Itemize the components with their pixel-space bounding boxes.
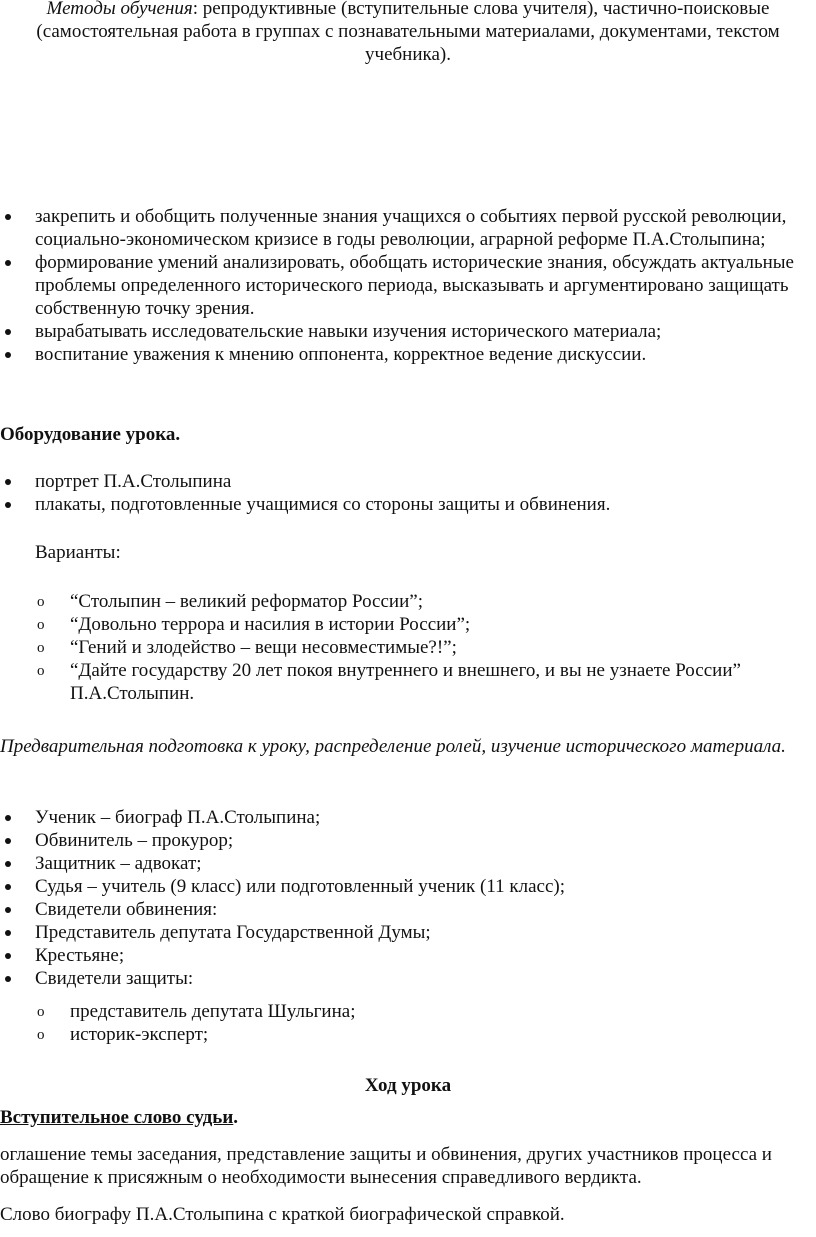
- defense-witness-item: [0, 1023, 816, 1046]
- defense-witness-text: представитель депутата Шульгина;: [70, 1001, 356, 1022]
- role-item: [0, 898, 800, 921]
- bullet-icon: [5, 329, 11, 335]
- goal-item: [0, 251, 800, 320]
- circle-bullet-icon: o: [37, 663, 45, 679]
- methods-text: : репродуктивные (вступительные слова учителя), частично-поисковые (самостоятельная работа в группах с познавательными материалами, документами, текстом учебника).: [36, 0, 780, 65]
- role-text: Защитник – адвокат;: [35, 853, 202, 874]
- role-item: [0, 852, 800, 875]
- equipment-item: [0, 493, 800, 516]
- variant-text: “Столыпин – великий реформатор России”;: [70, 591, 423, 612]
- bullet-icon: [5, 479, 11, 485]
- bullet-icon: [5, 884, 11, 890]
- lesson-heading: Ход урока: [364, 1075, 452, 1096]
- variant-text: “Дайте государству 20 лет покоя внутреннего и внешнего, и вы не узнаете России” П.А.Столыпин.: [70, 660, 741, 704]
- role-item: [0, 875, 800, 898]
- goal-item: [0, 320, 800, 343]
- equipment-heading: Оборудование урока.: [0, 424, 181, 445]
- variant-item: [0, 659, 816, 705]
- variants-list: [0, 590, 816, 705]
- circle-bullet-icon: o: [37, 617, 45, 633]
- role-item: [0, 967, 800, 990]
- circle-bullet-icon: o: [37, 640, 45, 656]
- bullet-icon: [5, 861, 11, 867]
- defense-witness-item: [0, 1000, 816, 1023]
- role-text: Свидетели обвинения:: [35, 899, 218, 920]
- bullet-icon: [5, 502, 11, 508]
- variant-item: [0, 590, 816, 613]
- bullet-icon: [5, 214, 11, 220]
- judge-intro-paragraph: оглашение темы заседания, представление защиты и обвинения, других участников процесса и обращение к присяжным о необходимости вынесения справедливого вердикта.: [0, 1144, 772, 1188]
- methods-label: Методы обучения: [46, 0, 193, 19]
- equipment-item: [0, 470, 800, 493]
- goal-text: формирование умений анализировать, обобщать исторические знания, обсуждать актуальные проблемы определенного исторического периода, высказывать и аргументировано защищать собственную точку зрения.: [35, 252, 794, 319]
- judge-heading-dot: .: [233, 1107, 239, 1128]
- equipment-text: портрет П.А.Столыпина: [35, 471, 232, 492]
- variant-item: [0, 636, 816, 659]
- variant-text: “Довольно террора и насилия в истории России”;: [70, 614, 471, 635]
- role-item: [0, 829, 800, 852]
- equipment-list: [0, 470, 800, 516]
- bullet-icon: [5, 930, 11, 936]
- role-text: Крестьяне;: [35, 945, 125, 966]
- role-text: Обвинитель – прокурор;: [35, 830, 234, 851]
- preparation-paragraph: Предварительная подготовка к уроку, распределение ролей, изучение исторического материала.: [0, 736, 786, 757]
- bullet-icon: [5, 815, 11, 821]
- bullet-icon: [5, 953, 11, 959]
- circle-bullet-icon: o: [37, 1004, 45, 1020]
- circle-bullet-icon: o: [37, 594, 45, 610]
- goals-list: [0, 205, 800, 366]
- role-item: [0, 921, 800, 944]
- bullet-icon: [5, 976, 11, 982]
- role-text: Свидетели защиты:: [35, 968, 194, 989]
- bullet-icon: [5, 907, 11, 913]
- role-item: [0, 944, 800, 967]
- variant-text: “Гений и злодейство – вещи несовместимые?!”;: [70, 637, 457, 658]
- roles-list: [0, 806, 800, 990]
- goal-text: закрепить и обобщить полученные знания учащихся о событиях первой русской революции, социально-экономическом кризисе в годы революции, аграрной реформе П.А.Столыпина;: [35, 206, 787, 250]
- role-text: Представитель депутата Государственной Думы;: [35, 922, 431, 943]
- judge-heading-text: Вступительное слово судьи: [0, 1107, 234, 1128]
- variants-label: Варианты:: [35, 542, 121, 563]
- variant-item: [0, 613, 816, 636]
- circle-bullet-icon: o: [37, 1027, 45, 1043]
- bullet-icon: [5, 352, 11, 358]
- bullet-icon: [5, 838, 11, 844]
- judge-heading: [0, 1106, 238, 1129]
- goal-text: воспитание уважения к мнению оппонента, корректное ведение дискуссии.: [35, 344, 647, 365]
- defense-witness-text: историк-эксперт;: [70, 1024, 209, 1045]
- role-text: Ученик – биограф П.А.Столыпина;: [35, 807, 321, 828]
- equipment-text: плакаты, подготовленные учащимися со стороны защиты и обвинения.: [35, 494, 611, 515]
- role-text: Судья – учитель (9 класс) или подготовленный ученик (11 класс);: [35, 876, 566, 897]
- goal-text: вырабатывать исследовательские навыки изучения исторического материала;: [35, 321, 662, 342]
- goal-item: [0, 205, 800, 251]
- bullet-icon: [5, 260, 11, 266]
- biographer-paragraph: Слово биографу П.А.Столыпина с краткой биографической справкой.: [0, 1204, 565, 1225]
- role-item: [0, 806, 800, 829]
- defense-witnesses-list: [0, 1000, 816, 1046]
- goal-item: [0, 343, 800, 366]
- methods-paragraph: [0, 0, 816, 66]
